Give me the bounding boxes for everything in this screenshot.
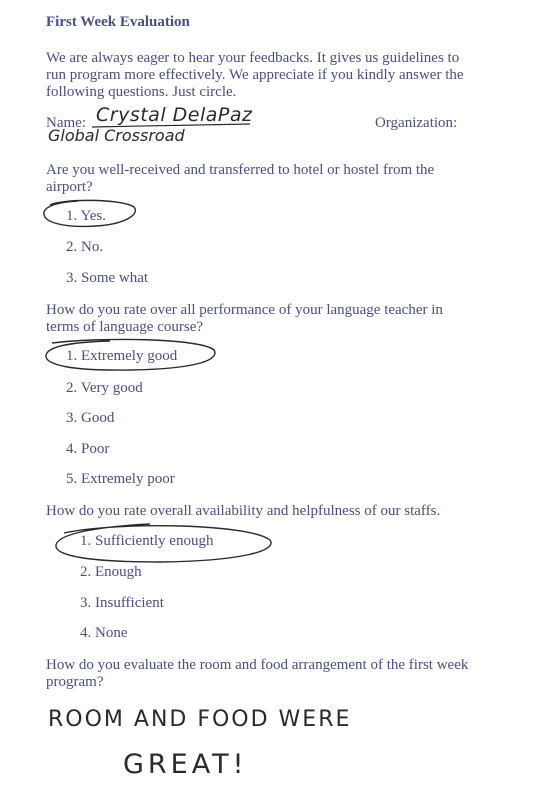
question-2-option-2: 2. Very good [66,380,143,396]
question-1-text-line-2: airport? [46,179,93,195]
answer-handwritten-line-2: GREAT! [123,749,248,780]
name-label: Name: [46,115,86,131]
name-handwritten: Crystal DelaPaz [96,104,253,126]
question-4-text-line-2: program? [46,674,104,690]
question-1-text-line-1: Are you well-received and transferred to hotel or hostel from the [46,162,435,178]
question-3-option-3: 3. Insufficient [80,595,164,611]
question-3-option-4: 4. None [80,625,128,641]
intro-line-2: run program more effectively. We appreciate if you kindly answer the [46,67,464,83]
question-2-option-1: 1. Extremely good [66,348,178,364]
question-2-text-line-1: How do you rate over all performance of your language teacher in [46,302,443,318]
intro-line-3: following questions. Just circle. [46,84,237,100]
question-2-option-3: 3. Good [66,410,115,426]
answer-handwritten-line-1: ROOM AND FOOD WERE [48,707,352,732]
question-1-option-3: 3. Some what [66,270,149,286]
intro-line-1: We are always eager to hear your feedbacks. It gives us guidelines to [46,50,460,66]
organization-handwritten: Global Crossroad [48,126,185,145]
question-1-option-1: 1. Yes. [66,208,107,224]
question-3-option-1: 1. Sufficiently enough [80,533,214,549]
question-4-text-line-1: How do you evaluate the room and food arrangement of the first week [46,657,469,673]
question-2-option-4: 4. Poor [66,441,110,457]
question-2-text-line-2: terms of language course? [46,319,204,335]
organization-label: Organization: [375,115,458,131]
question-3-option-2: 2. Enough [80,564,142,580]
form-title: First Week Evaluation [46,14,190,30]
question-2-option-5: 5. Extremely poor [66,471,175,487]
question-1-option-2: 2. No. [66,239,104,255]
question-3-text: How do you rate overall availability and helpfulness of our staffs. [46,503,441,519]
